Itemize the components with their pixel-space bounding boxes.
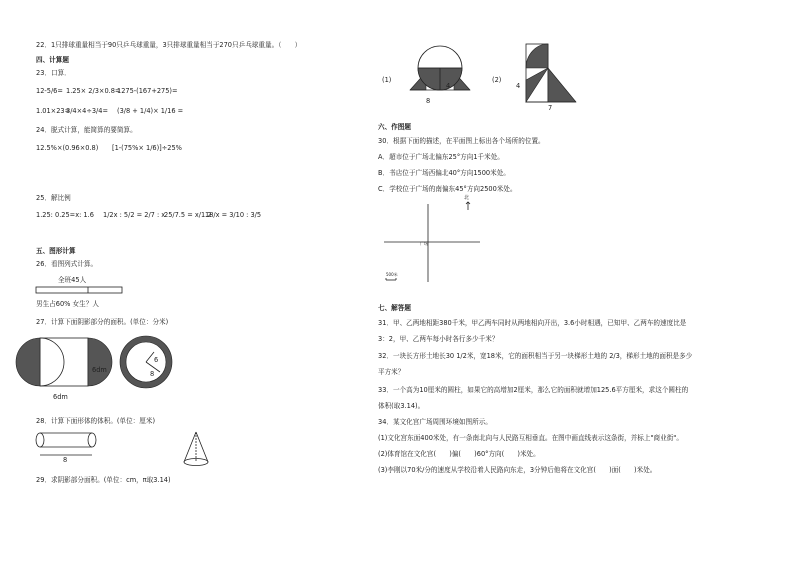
dim-label: 8 — [426, 97, 431, 105]
proportion-item: 1.25: 0.25=x: 1.6 — [36, 211, 94, 219]
compass-plan — [380, 202, 500, 292]
figure-2 — [516, 44, 586, 104]
plaza-label: 广场 — [420, 241, 428, 246]
question-31: 31．甲、乙两地相距380千米，甲乙两车同时从两地相向开出，3.6小时相遇，已知甲、乙两车的速度比是 — [378, 319, 687, 327]
section-6-title: 六、作图题 — [378, 123, 411, 131]
question-33-cont: 体积(取3.14)。 — [378, 402, 425, 410]
calc-item: [1-(75%× 1/6)]÷25% — [112, 144, 182, 152]
proportion-item: 18/x = 3/10 : 3/5 — [205, 211, 262, 219]
question-23: 23．口算． — [36, 69, 71, 77]
section-7-title: 七、解答题 — [378, 304, 411, 312]
question-24: 24．脱式计算，能简算的要简算。 — [36, 126, 137, 134]
solid-figures-q28 — [36, 430, 236, 472]
question-27: 27．计算下面阴影部分的面积。(单位：分米) — [36, 318, 169, 326]
bar-diagram — [36, 285, 126, 299]
dim-label: 6dm — [92, 366, 107, 374]
shaded-figures-q27 — [40, 338, 190, 400]
dim-label: 6dm — [53, 393, 68, 401]
radius-label: 6 — [154, 356, 159, 364]
bar-part-labels: 男生占60% 女生？人 — [36, 300, 99, 308]
calc-item: 1.01×23= — [36, 107, 71, 115]
calc-item: 12.5%×(0.96×0.8) — [36, 144, 99, 152]
question-29: 29．求阴影部分面积。(单位：cm，π取3.14) — [36, 476, 171, 484]
dim-label: 7 — [548, 104, 553, 112]
figure-label: (2) — [492, 76, 502, 84]
section-4-title: 四、计算题 — [36, 56, 69, 64]
calc-item: 12-5/6= — [36, 87, 63, 95]
question-25: 25．解比例 — [36, 194, 71, 202]
scale-label: 500米 — [386, 272, 398, 277]
calc-item: (3/8 + 1/4)× 1/16 = — [117, 107, 184, 115]
question-30: 30．根据下面的描述，在平面图上标出各个场所的位置。 — [378, 137, 545, 145]
dim-label: 4 — [516, 82, 521, 90]
proportion-item: 25/7.5 = x/1.2 — [164, 211, 212, 219]
question-22: 22．1只排球重量相当于90只乒乓球重量，3只排球重量相当于270只乒乓球重量。（ ） — [36, 41, 302, 49]
section-5-title: 五、图形计算 — [36, 247, 76, 255]
question-26: 26．看图列式计算。 — [36, 260, 98, 268]
calc-item: 1275-(167+275)= — [117, 87, 178, 95]
question-34: 34．某文化宫广场周围环境如图所示。 — [378, 418, 492, 426]
description-a: A．超市位于广场北偏东25°方向1千米处。 — [378, 153, 504, 161]
calc-item: 3/4×4÷3/4= — [66, 107, 108, 115]
figure-label: (1) — [382, 76, 392, 84]
dim-label: 4 — [446, 82, 451, 90]
figure-1 — [404, 44, 474, 104]
calc-item: 1.25× 2/3×0.8= — [66, 87, 121, 95]
question-34-part3: (3)李刚以70米/分的速度从学校沿着人民路向东走，3分钟后他将在文化宫( )面( )米处。 — [378, 466, 657, 474]
description-b: B．书店位于广场西偏北40°方向1500米处。 — [378, 169, 510, 177]
question-34-part1: (1)文化宫东面400米处，有一条南北向与人民路互相垂直。在图中画直线表示这条街，并标上"商业街"。 — [378, 434, 683, 442]
question-34-part2: (2)体育馆在文化宫( )偏( )60°方向( )米处。 — [378, 450, 540, 458]
question-32-cont: 平方米？ — [378, 368, 405, 376]
question-28: 28．计算下面形体的体积。(单位：厘米) — [36, 417, 156, 425]
north-arrow-label: 北 — [464, 195, 470, 201]
question-32: 32．一块长方形土地长30 1/2米，宽18米，它的面积相当于另一块梯形土地的 2/3，梯形土地的面积是多少 — [378, 352, 693, 360]
radius-label: 8 — [150, 370, 155, 378]
question-31-cont: 3：2，甲、乙两车每小时各行多少千米？ — [378, 335, 499, 343]
proportion-item: 1/2x : 5/2 = 2/7 : x — [103, 211, 166, 219]
description-c: C．学校位于广场的南偏东45°方向2500米处。 — [378, 185, 517, 193]
length-label: 8 — [63, 456, 68, 464]
bar-total-label: 全班45人 — [58, 276, 87, 284]
question-33: 33．一个高为10厘米的圆柱，如果它的高增加2厘米，那么它的面积就增加125.6平方厘米，求这个圆柱的 — [378, 386, 689, 394]
